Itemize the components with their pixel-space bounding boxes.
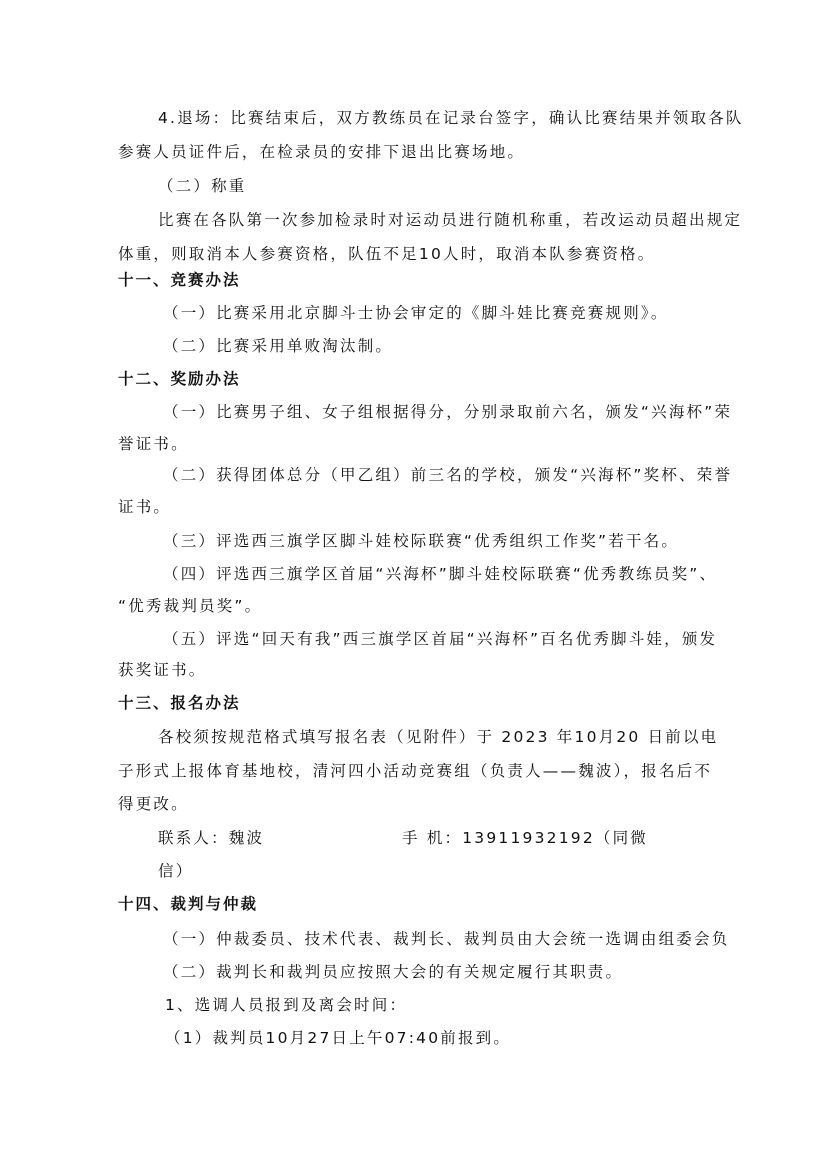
exit-rule-line-1: 4.退场：比赛结束后，双方教练员在记录台签字，确认比赛结果并领取各队	[158, 109, 744, 127]
award-item-2-line-2: 证书。	[118, 498, 172, 516]
award-item-1-line-1: （一）比赛男子组、女子组根据得分，分别录取前六名，颁发“兴海杯”荣	[163, 403, 733, 421]
section-12-heading: 十二、奖励办法	[118, 370, 241, 388]
referee-schedule-item-1: （1）裁判员10月27日上午07:40前报到。	[165, 1029, 512, 1047]
weighing-subtitle: （二）称重	[158, 177, 247, 195]
referee-item-1: （一）仲裁委员、技术代表、裁判长、裁判员由大会统一选调由组委会负	[163, 930, 730, 948]
award-item-2-line-1: （二）获得团体总分（甲乙组）前三名的学校，颁发“兴海杯”奖杯、荣誉	[163, 466, 733, 484]
registration-line-1: 各校须按规范格式填写报名表（见附件）于 2023 年10月20 日前以电	[158, 728, 719, 746]
weighing-line-1: 比赛在各队第一次参加检录时对运动员进行随机称重，若改运动员超出规定	[158, 211, 743, 229]
award-item-5-line-1: （五）评选“回天有我”西三旗学区首届“兴海杯”百名优秀脚斗娃，颁发	[163, 630, 718, 648]
award-item-1-line-2: 誉证书。	[118, 435, 189, 453]
award-item-4-line-1: （四）评选西三旗学区首届“兴海杯”脚斗娃校际联赛“优秀教练员奖”、	[163, 565, 718, 583]
contact-person: 联系人：魏波	[158, 829, 265, 847]
referee-schedule-title: 1、选调人员报到及离会时间：	[165, 996, 408, 1014]
contact-phone: 手 机：13911932192（同微	[402, 829, 649, 847]
award-item-5-line-2: 获奖证书。	[118, 661, 207, 679]
section-14-heading: 十四、裁判与仲裁	[118, 895, 259, 913]
exit-rule-line-2: 参赛人员证件后，在检录员的安排下退出比赛场地。	[118, 143, 526, 161]
section-13-heading: 十三、报名办法	[118, 694, 241, 712]
registration-line-3: 得更改。	[118, 795, 189, 813]
award-item-3: （三）评选西三旗学区脚斗娃校际联赛“优秀组织工作奖”若干名。	[163, 532, 680, 550]
registration-line-2: 子形式上报体育基地校，清河四小活动竞赛组（负责人——魏波），报名后不	[118, 762, 713, 780]
referee-item-2: （二）裁判长和裁判员应按照大会的有关规定履行其职责。	[163, 963, 624, 981]
section-11-item-1: （一）比赛采用北京脚斗士协会审定的《脚斗娃比赛竞赛规则》。	[163, 304, 669, 322]
contact-phone-continued: 信）	[158, 862, 194, 880]
section-11-heading: 十一、竞赛办法	[118, 271, 241, 289]
award-item-4-line-2: “优秀裁判员奖”。	[118, 597, 263, 615]
section-11-item-2: （二）比赛采用单败淘汰制。	[163, 337, 394, 355]
weighing-line-2: 体重，则取消本人参赛资格，队伍不足10人时，取消本队参赛资格。	[118, 245, 656, 263]
